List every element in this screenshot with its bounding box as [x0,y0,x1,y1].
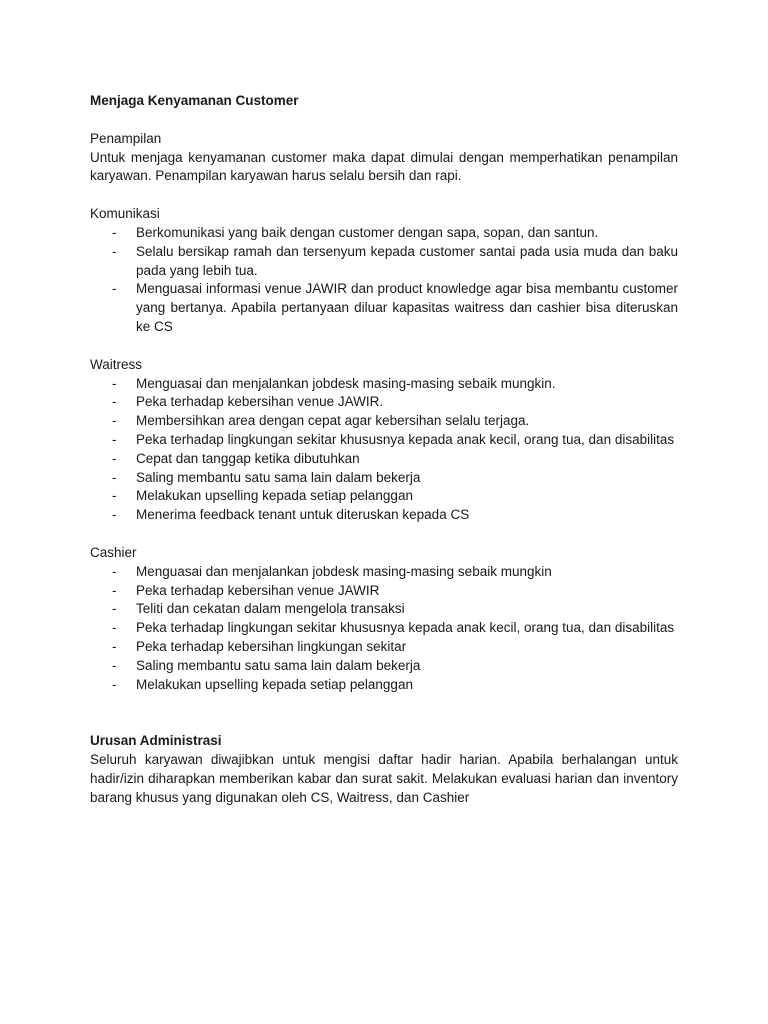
bullet-dash: - [112,638,117,654]
list-item-text: Saling membantu satu sama lain dalam bekerja [136,469,421,485]
list-item-text: Peka terhadap lingkungan sekitar khususnya kepada anak kecil, orang tua, dan disabilitas [136,431,675,447]
bullet-dash: - [112,488,117,504]
list-item [90,412,678,431]
section-heading: Waitress [90,356,143,372]
list-item-text: Menguasai dan menjalankan jobdesk masing-masing sebaik mungkin [136,563,552,579]
list-item-text: Melakukan upselling kepada setiap pelanggan [136,488,413,504]
section-heading: Komunikasi [90,206,160,222]
bullet-dash: - [112,620,117,636]
bullet-list [90,375,678,525]
list-item-text: Menguasai dan menjalankan jobdesk masing-masing sebaik mungkin. [136,375,556,391]
section-cashier [90,544,678,694]
bullet-dash: - [112,281,117,297]
list-item [90,431,678,450]
list-item [90,506,678,525]
list-item [90,563,678,582]
list-item [90,676,678,695]
list-item-text: Berkomunikasi yang baik dengan customer dengan sapa, sopan, dan santun. [136,224,599,240]
spacer [90,713,678,732]
section-paragraph: Seluruh karyawan diwajibkan untuk mengisi daftar hadir harian. Apabila berhalangan untuk hadir/izin diharapkan memberikan kabar dan surat sakit. Melakukan evaluasi harian dan inventory barang khusus yang digunakan oleh CS, Waitress, dan Cashier [90,752,678,805]
list-item-text: Menerima feedback tenant untuk diteruskan kepada CS [136,507,470,523]
bullet-dash: - [112,676,117,692]
section-penampilan [90,130,678,186]
list-item-text: Peka terhadap kebersihan venue JAWIR [136,582,380,598]
bullet-dash: - [112,563,117,579]
bullet-dash: - [112,469,117,485]
list-item-text: Saling membantu satu sama lain dalam bekerja [136,657,421,673]
list-item-text: Teliti dan cekatan dalam mengelola transaksi [136,601,405,617]
list-item [90,619,678,638]
document-body [90,92,678,827]
section-urusan-administrasi [90,732,678,807]
bullet-dash: - [112,657,117,673]
list-item-text: Selalu bersikap ramah dan tersenyum kepada customer santai pada usia muda dan baku pada yang lebih tua. [136,243,678,278]
list-item [90,393,678,412]
section-heading: Urusan Administrasi [90,733,222,749]
section-waitress [90,356,678,525]
bullet-dash: - [112,450,117,466]
section-komunikasi [90,205,678,337]
list-item [90,224,678,243]
bullet-dash: - [112,375,117,391]
list-item [90,657,678,676]
bullet-dash: - [112,431,117,447]
list-item [90,280,678,336]
list-item [90,487,678,506]
list-item [90,243,678,281]
section-heading: Cashier [90,544,137,560]
bullet-dash: - [112,394,117,410]
list-item [90,600,678,619]
list-item [90,450,678,469]
document-title: Menjaga Kenyamanan Customer [90,93,299,108]
bullet-dash: - [112,601,117,617]
list-item-text: Cepat dan tanggap ketika dibutuhkan [136,450,360,466]
list-item [90,469,678,488]
list-item [90,638,678,657]
bullet-dash: - [112,413,117,429]
bullet-dash: - [112,243,117,259]
list-item-text: Peka terhadap lingkungan sekitar khususnya kepada anak kecil, orang tua, dan disabilitas [136,620,675,636]
list-item [90,582,678,601]
section-heading: Penampilan [90,130,162,146]
section-paragraph: Untuk menjaga kenyamanan customer maka dapat dimulai dengan memperhatikan penampilan karyawan. Penampilan karyawan harus selalu bersih dan rapi. [90,149,678,184]
list-item [90,375,678,394]
bullet-list [90,224,678,337]
bullet-dash: - [112,507,117,523]
list-item-text: Melakukan upselling kepada setiap pelanggan [136,676,413,692]
list-item-text: Menguasai informasi venue JAWIR dan product knowledge agar bisa membantu customer yang bertanya. Apabila pertanyaan diluar kapasitas waitress dan cashier bisa diteruskan ke CS [136,281,678,334]
bullet-dash: - [112,582,117,598]
bullet-list [90,563,678,695]
list-item-text: Peka terhadap kebersihan venue JAWIR. [136,394,384,410]
list-item-text: Membersihkan area dengan cepat agar kebersihan selalu terjaga. [136,413,530,429]
list-item-text: Peka terhadap kebersihan lingkungan sekitar [136,638,407,654]
bullet-dash: - [112,224,117,240]
